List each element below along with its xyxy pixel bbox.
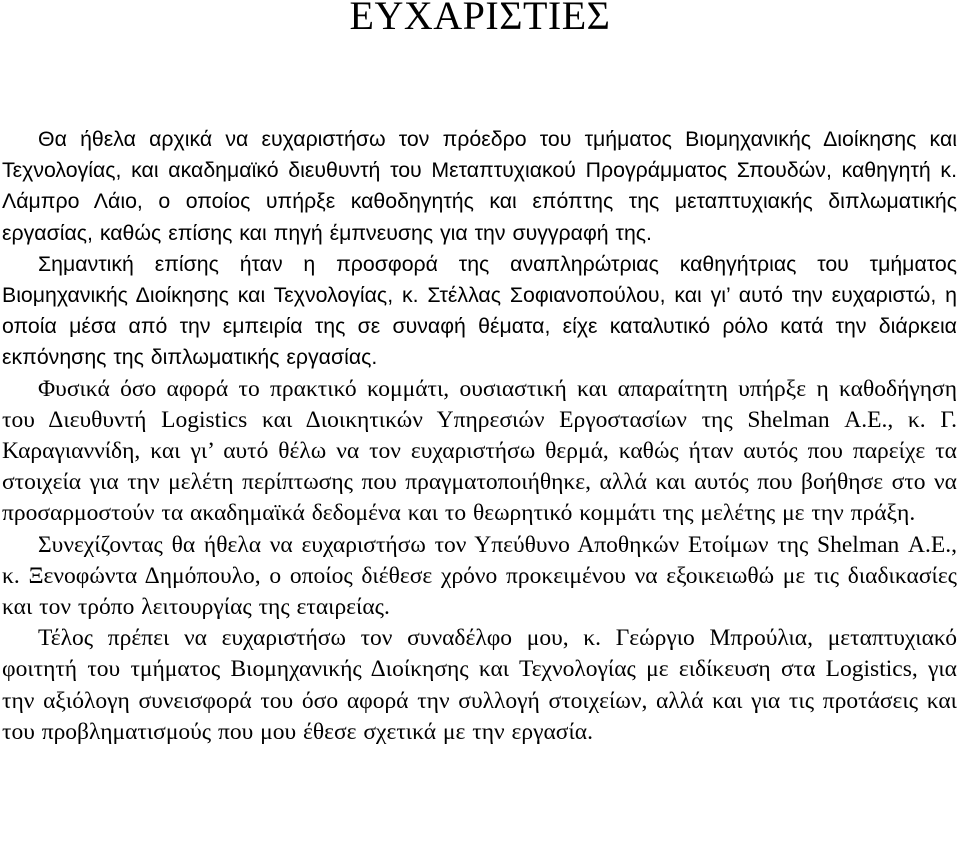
paragraph-5: Τέλος πρέπει να ευχαριστήσω τον συναδέλφο μου, κ. Γεώργιο Μπρούλια, μεταπτυχιακό φοιτητή του τμήματος Βιομηχανικής Διοίκησης και Τεχνολογίας με ειδίκευση στα Logistics, για την αξιόλογη συνεισφορά του όσο αφορά την συλλογή στοιχείων, αλλά και για τις προτάσεις και του προβληματισμούς που μου έθεσε σχετικά με την εργασία. <box>2 625 957 745</box>
page-title: ΕΥΧΑΡΙΣΤΙΕΣ <box>349 0 611 38</box>
acknowledgements-body <box>2 124 957 748</box>
paragraph-3: Φυσικά όσο αφορά το πρακτικό κομμάτι, ουσιαστική και απαραίτητη υπήρξε η καθοδήγηση του Διευθυντή Logistics και Διοικητικών Υπηρεσιών Εργοστασίων της Shelman Α.Ε., κ. Γ. Καραγιαννίδη, και γι’ αυτό θέλω να τον ευχαριστήσω θερμά, καθώς ήταν αυτός που παρείχε τα στοιχεία για την μελέτη περίπτωσης που πραγματοποιήθηκε, αλλά και αυτός που βοήθησε στο να προσαρμοστούν τα ακαδημαϊκά δεδομένα και το θεωρητικό κομμάτι της μελέτης με την πράξη. <box>2 375 957 527</box>
paragraph-2: Σημαντική επίσης ήταν η προσφορά της αναπληρώτριας καθηγήτριας του τμήματος Βιομηχανικής Διοίκησης και Τεχνολογίας, κ. Στέλλας Σοφιανοπούλου, και γι’ αυτό την ευχαριστώ, η οποία μέσα από την εμπειρία της σε συναφή θέματα, είχε καταλυτικό ρόλο κατά την διάρκεια εκπόνησης της διπλωματικής εργασίας. <box>2 251 957 370</box>
paragraph-4: Συνεχίζοντας θα ήθελα να ευχαριστήσω τον Υπεύθυνο Αποθηκών Ετοίμων της Shelman Α.Ε., κ. Ξενοφώντα Δημόπουλο, ο οποίος διέθεσε χρόνο προκειμένου να εξοικειωθώ με τις διαδικασίες και τον τρόπο λειτουργίας της εταιρείας. <box>2 531 957 621</box>
paragraph-1: Θα ήθελα αρχικά να ευχαριστήσω τον πρόεδρο του τμήματος Βιομηχανικής Διοίκησης και Τεχνολογίας, και ακαδημαϊκό διευθυντή του Μεταπτυχιακού Προγράμματος Σπουδών, καθηγητή κ. Λάμπρο Λάιο, ο οποίος υπήρξε καθοδηγητής και επόπτης της μεταπτυχιακής διπλωματικής εργασίας, καθώς επίσης και πηγή έμπνευσης για την συγγραφή της. <box>2 127 957 245</box>
